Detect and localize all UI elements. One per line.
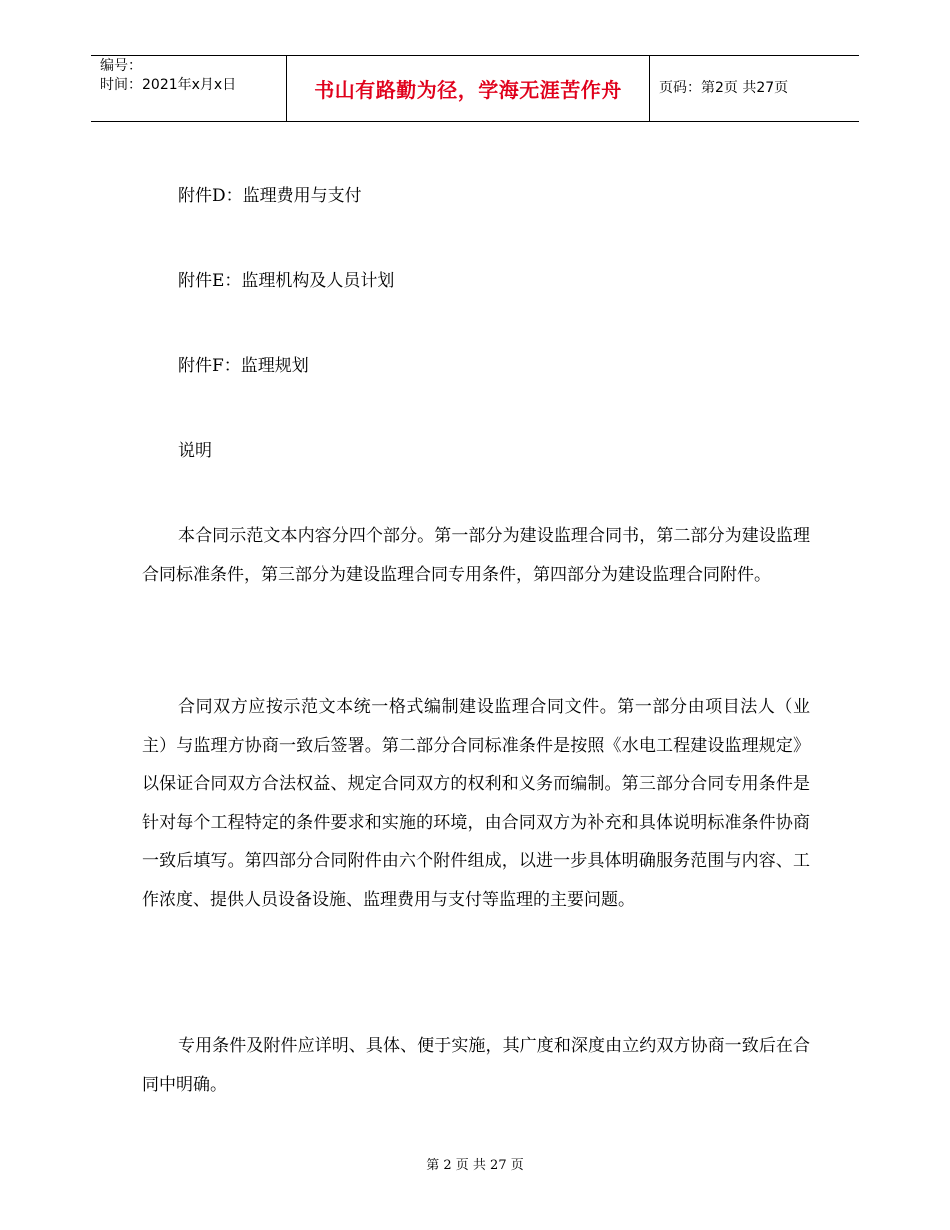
paragraph-format: 合同双方应按示范文本统一格式编制建设监理合同文件。第一部分由项目法人（业主）与监理方协商一致后签署。第二部分合同标准条件是按照《水电工程建设监理规定》以保证合同双方合法权益、规定合同双方的权利和义务而编制。第三部分合同专用条件是针对每个工程特定的条件要求和实施的环境，由合同双方为补充和具体说明标准条件协商一致后填写。第四部分合同附件由六个附件组成，以进一步具体明确服务范围与内容、工作浓度、提供人员设备设施、监理费用与支付等监理的主要问题。 [142, 697, 810, 910]
paragraph-special-conditions: 专用条件及附件应详明、具体、便于实施，其广度和深度由立约双方协商一致后在合同中明确。 [142, 1036, 810, 1095]
section-heading: 说明 [178, 441, 212, 461]
attachment-item-e: 附件E：监理机构及人员计划 [178, 271, 395, 291]
paragraph-structure: 本合同示范文本内容分四个部分。第一部分为建设监理合同书，第二部分为建设监理合同标准条件，第三部分为建设监理合同专用条件，第四部分为建设监理合同附件。 [142, 526, 810, 585]
header-bottom-rule [91, 121, 859, 122]
attachment-item-d: 附件D：监理费用与支付 [178, 186, 362, 206]
page-footer: 第 2 页 共 27 页 [426, 1158, 524, 1173]
header-separator [649, 55, 650, 121]
header-number-label: 编号： [100, 58, 142, 74]
header-time-label: 时间：2021年x月x日 [100, 77, 237, 93]
header-meta [100, 57, 284, 95]
header-page-info: 页码：第2页 共27页 [659, 80, 789, 96]
header-motto: 书山有路勤为径，学海无涯苦作舟 [314, 77, 622, 102]
attachment-item-f: 附件F：监理规划 [178, 356, 309, 376]
